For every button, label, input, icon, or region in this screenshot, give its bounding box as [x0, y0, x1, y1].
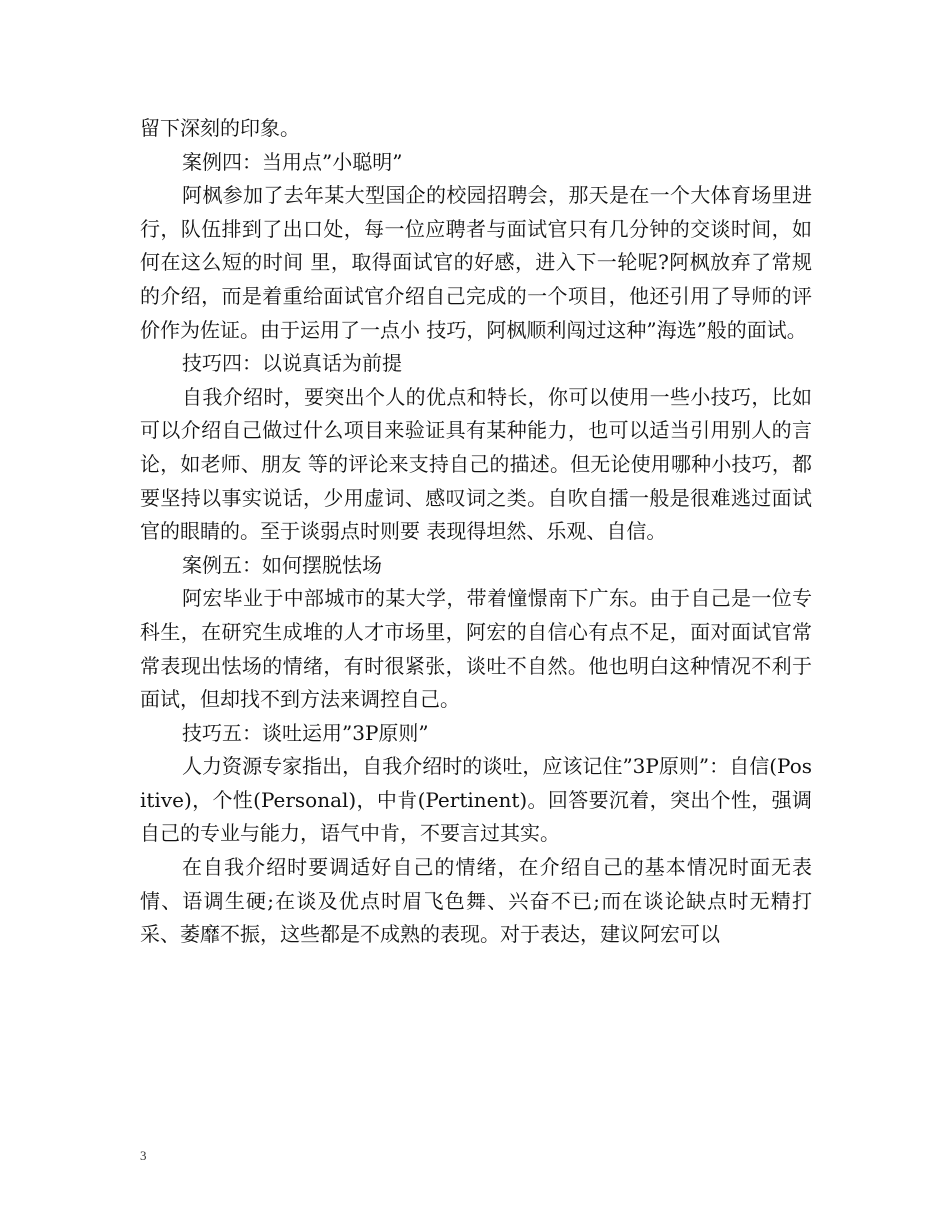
paragraph-continuation: 留下深刻的印象。	[140, 116, 300, 140]
heading-case-four: 案例四：当用点”小聪明”	[182, 149, 403, 174]
heading-case-five: 案例五：如何摆脱怯场	[182, 552, 382, 577]
paragraph-tip-five-emotion: 在自我介绍时要调适好自己的情绪，在介绍自己的基本情况时面无表情、语调生硬;在谈及优点时眉飞色舞、兴奋不已;而在谈论缺点时无精打采、萎靡不振，这些都是不成熟的表现。对于表达，建议阿宏可以	[140, 855, 812, 947]
paragraph-tip-four: 自我介绍时，要突出个人的优点和特长，你可以使用一些小技巧，比如可以介绍自己做过什么项目来验证具有某种能力，也可以适当引用别人的言论，如老师、朋友 等的评论来支持自己的描述。但无论使用哪种小技巧，都要坚持以事实说话，少用虚词、感叹词之类。自吹自擂一般是很难逃过面试官的眼睛的。至于谈弱点时则要 表现得坦然、乐观、自信。	[140, 384, 812, 544]
heading-tip-four: 技巧四：以说真话为前提	[182, 351, 402, 376]
paragraph-tip-five-3p: 人力资源专家指出，自我介绍时的谈吐，应该记住”3P原则”：自信(Positive)，个性(Personal)，中肯(Pertinent)。回答要沉着，突出个性，强调自己的专业与能力，语气中肯，不要言过其实。	[140, 754, 812, 846]
heading-tip-five: 技巧五：谈吐运用”3P原则”	[182, 720, 429, 745]
paragraph-case-four-story: 阿枫参加了去年某大型国企的校园招聘会，那天是在一个大体育场里进行，队伍排到了出口处，每一位应聘者与面试官只有几分钟的交谈时间，如何在这么短的时间 里，取得面试官的好感，进入下一轮呢?阿枫放弃了常规的介绍，而是着重给面试官介绍自己完成的一个项目，他还引用了导师的评价作为佐证。由于运用了一点小 技巧，阿枫顺利闯过这种”海选”般的面试。	[140, 183, 812, 342]
page-number: 3	[140, 1148, 147, 1163]
document-body	[140, 112, 812, 952]
paragraph-case-five-story: 阿宏毕业于中部城市的某大学，带着憧憬南下广东。由于自己是一位专科生，在研究生成堆的人才市场里，阿宏的自信心有点不足，面对面试官常常表现出怯场的情绪，有时很紧张，谈吐不自然。他也明白这种情况不利于面试，但却找不到方法来调控自己。	[140, 586, 812, 712]
